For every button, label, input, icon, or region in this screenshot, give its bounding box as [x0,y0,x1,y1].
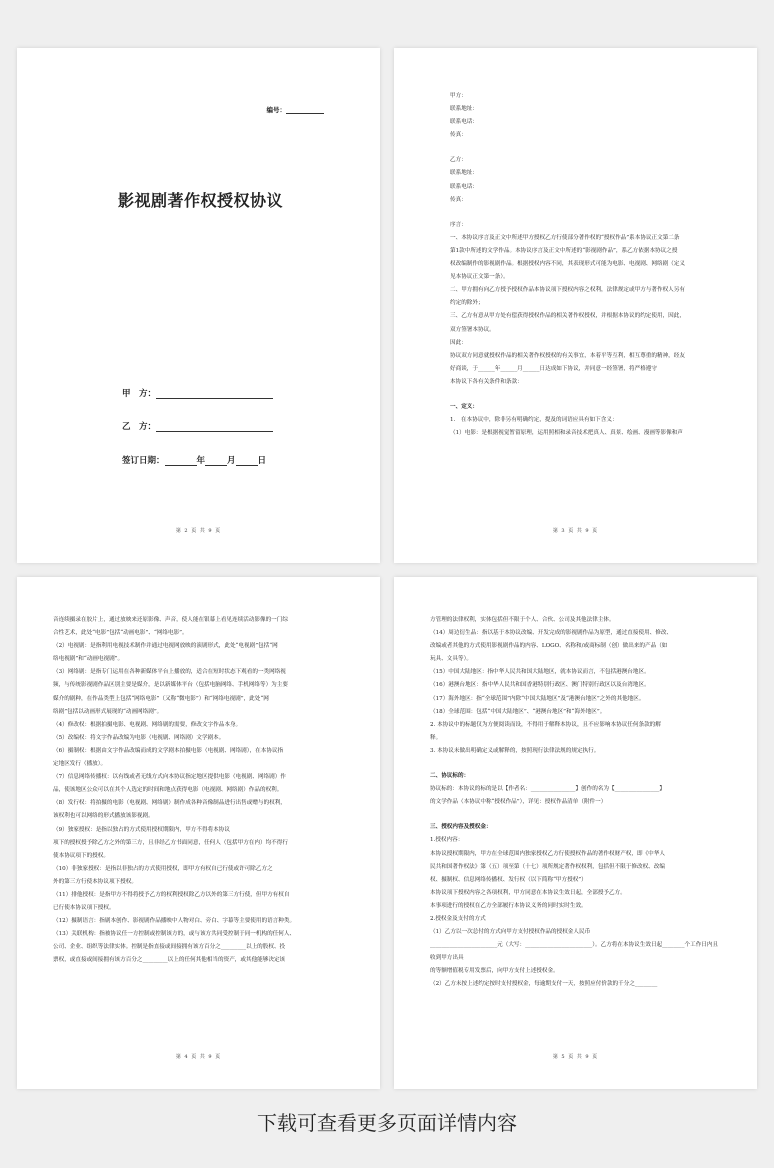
text-line: 品，使该地区公众可以在其个人选定的时间和地点获得电影（电视剧、网络剧）作品的权利。 [53,787,283,794]
text-line: 1.授权内容： [430,837,464,844]
text-line: （2）乙方未按上述约定按时支付授权金，每逾期支付一天，按照应付价款的千分之________ [430,981,658,988]
text-line: 使本协议项下的授权。 [53,852,109,859]
text-line: 甲方： [450,93,467,99]
party-b-row: 乙 方： [122,420,273,432]
contract-number-blank [286,106,324,114]
page-footer: 第 3 页 共 9 页 [552,528,599,534]
section-heading: 二、协议标的： [430,773,470,780]
text-line: 联系电话： [450,119,478,126]
text-line: （18）全球范围：包括“中国大陆地区”、“港澳台地区”和“海外地区”。 [430,708,606,715]
sign-date-row: 签订日期： 年 月 日 [122,456,267,466]
text-line: 释。 [430,734,442,741]
text-line: （9）独家授权：是指以独占的方式使用授权期限内，甲方不得将本协议 [53,826,230,833]
party-a-blank [156,389,273,399]
page-footer: 第 4 页 共 9 页 [175,1054,222,1060]
text-line: 本协议项下授权内容之各项权利，甲方同意在本协议生效日起，全部授予乙方。 [430,889,626,896]
text-line: 联系地址： [450,106,478,113]
text-line: （7）信息网络传播权：以有线或者无线方式向本协议指定地区提供电影（电视剧、网络剧）作 [53,774,286,781]
blank-line [430,809,720,821]
text-line: 见本协议正文第一条）。 [450,274,509,281]
text-line: 媒介的剧种，在作品类型上包括“网络电影”（又称“微电影”）和“网络电视剧”，此处“网 [53,695,269,702]
text-line: 联系地址： [450,170,478,177]
page-cover [17,48,380,563]
party-a-row: 甲 方： [122,387,273,399]
text-line: 公司、企业、组织等法律实体。控制是指直接或间接拥有该方百分之_________以上的股权、投 [53,944,286,951]
section-heading: 三、授权内容及授权金： [430,824,492,831]
party-b-blank [156,422,273,432]
text-line: 传真： [450,132,467,139]
page-3-text [450,90,703,440]
text-line: 2.授权金及支付的方式 [430,915,486,922]
contract-number: 编号： [267,105,325,114]
blank-line [450,207,703,219]
text-line: 的等额增值税专用发票后，向甲方支付上述授权金。 [430,968,559,975]
text-line: 络电视剧”和“动画电视剧”。 [53,656,124,663]
text-line: 2. 本协议中的标题仅为方便阅读而设，不得用于解释本协议，且不应影响本协议任何条款的解 [430,721,661,728]
text-line: 本事项进行的授权在乙方全部履行本协议义务的同时实时生效。 [430,902,587,909]
text-line: 权、摄制权、信息网络传播权、发行权（以下简称“甲方授权”） [430,876,587,883]
text-line: （15）中国大陆地区：指中华人民共和国大陆地区，就本协议而言，不包括港澳台地区。 [430,669,650,676]
text-line: 三、乙方有意从甲方处有偿获得授权作品的相关著作权授权，并根据本协议的约定使用，因此， [450,313,685,320]
text-line: 权改编制作的影视剧作品。根据授权内容不同，其表现形式可能为电影、电视剧、网络剧（定义 [450,261,685,268]
blank-line [450,142,703,154]
text-line: （2）电视剧：是指利用电视技术制作并通过电视网放映的演剧形式，此处“电视剧”包括“网 [53,643,278,650]
text-line: （1）乙方以一次总付的方式向甲方支付授权作品的授权金人民币 [430,929,591,936]
text-line: 一、本协议序言及正文中所述甲方授权乙方行使部分著作权的“授权作品”系本协议正文第二条 [450,234,680,241]
page-5-text [430,614,720,992]
text-line: 乙方： [450,157,467,164]
blank-line [450,389,703,401]
text-line: 约定的除外； [450,300,484,307]
page-footer: 第 5 页 共 9 页 [552,1054,599,1060]
text-line: 本协议授权期限内，甲方在全球范围内独家授权乙方行使授权作品的著作权财产权，即《中华人 [430,850,665,857]
page-footer: 第 2 页 共 9 页 [175,528,222,534]
text-line: 本协议下各有关条件和条款： [450,378,523,385]
text-line: （4）修改权：根据拍摄电影、电视剧、网络剧的需要，修改文字作品本身。 [53,721,242,728]
text-line: 联系电话： [450,183,478,190]
text-line: 票权，或直接或间接拥有该方百分之_________以上的任何其他相当的资产，或其他能够决定该 [53,957,286,964]
text-line: （16）港澳台地区：指中华人民共和国香港特别行政区、澳门特别行政区以及台湾地区。 [430,682,650,689]
text-line: 项下的授权授予除乙方之外的第三方，且非经乙方书面同意，任何人（包括甲方在内）均不得行 [53,839,288,846]
text-line: （8）发行权：将拍摄的电影（电视剧、网络剧）制作成各种音像制品进行出售或赠与的权利， [53,800,286,807]
text-line: （11）排他授权：是指甲方不得将授予乙方的权利授权除乙方以外的第三方行使，但甲方有权自 [53,891,290,898]
text-line: 已行使本协议项下授权。 [53,905,115,912]
text-line: 好商谈，于______年______月______日达成如下协议，并同意一经签署，将严格遵守 [450,365,657,372]
text-line: 协议标的：本协议的标的是以【作者名：________________】创作的名为【________________】 [430,786,665,793]
text-line: 1. 在本协议中，除非另有明确约定，提及的词语应具有如下含义： [450,417,618,424]
page-4 [17,577,380,1089]
text-line: 3. 本协议未做出明确定义或解释的，按照现行法律法规的规定执行。 [430,747,600,754]
text-line: （3）网络剧：是指专门运用在各种新媒体平台上播放的，适合在短时状态下观看的一类网络视 [53,669,286,676]
text-line: （1）电影：是根据视觉暂留原理，运用照相和录音技术把真人、真景、绘画、漫画等影像和声 [450,430,683,437]
text-line: 传真： [450,196,467,203]
download-caption: 下载可查看更多页面详情内容 [257,1111,517,1135]
page-5 [394,577,757,1089]
text-line: （13）关联机构：指被协议任一方控制或控制该方的，或与该方共同受控制于同一机构的任何人、 [53,931,296,938]
text-line: ________________________元（大写：________________________）。乙方将在本协议生效日起________个工作日内且收到甲方出具 [430,942,719,962]
text-line: （17）海外地区：指“全球范围”内除“中国大陆地区”及“港澳台地区”之外的其他地区。 [430,695,645,702]
text-line: 音连续摄录在胶片上，通过放映来还原影像、声音，使人能在银幕上看见连续活动影像的一门综 [53,617,288,623]
page-4-text [53,614,344,968]
text-line: 的文学作品（本协议中称“授权作品”），详见：授权作品清单（附件一） [430,799,607,806]
text-line: （5）改编权：将文字作品改编为电影（电视剧、网络剧）文学剧本。 [53,734,225,741]
page-3 [394,48,757,563]
text-line: （14）周边衍生品：指以基于本协议改编、开发完成的影视剧作品为原型，通过直接使用、修改、 [430,630,673,637]
text-line: 双方签署本协议。 [450,326,495,333]
text-line: 该权利也可以网络的形式播放该影视剧。 [53,813,154,820]
text-line: （12）摄制语言：指剧本创作、影视剧作品播映中人物对白、旁白、字幕等主要使用的语言种类。 [53,918,296,925]
text-line: 频，与传统影视剧作品区别主要是媒介，是以新媒体平台（包括电脑网络、手机网络等）为主要 [53,682,288,689]
text-line: 第1款中所述的文学作品。本协议序言及正文中所述的“影视剧作品”，系乙方依据本协议之授 [450,247,678,254]
text-line: 改编或者其他的方式使用影视剧作品的内容、LOGO、名称和/或商标制（创）做出来的产品（如 [430,643,668,650]
text-line: 外的第三方行使本协议项下授权。 [53,878,137,885]
text-line: 因此： [450,339,467,346]
text-line: （10）非独家授权：是指以非独占的方式使用授权，即甲方有权自已行使或许可除乙方之 [53,865,273,872]
text-line: 玩具、文具等）。 [430,656,472,663]
text-line: 民共和国著作权法》第（五）项至第（十七）项所规定著作权权利，包括但不限于修改权、改编 [430,863,665,870]
text-line: 序言： [450,221,467,228]
text-line: 定地区发行（播放）。 [53,761,107,768]
section-heading: 一、定义： [450,403,478,410]
text-line: 合性艺术，此处“电影”包括“动画电影”、“网络电影”。 [53,630,188,637]
text-line: 二、甲方拥有向乙方授予授权作品本协议项下授权内容之权利，法律规定或甲方与著作权人另有 [450,287,685,294]
blank-line [430,758,720,770]
document-title: 影视剧著作权授权协议 [118,191,284,210]
text-line: 协议双方同意就授权作品的相关著作权授权的有关事宜，本着平等互利，相互尊重的精神，经友 [450,352,685,359]
text-line: 络剧”包括以动画形式展现的“动画网络剧”。 [53,708,163,715]
text-line: 方管理的法律权利，实体包括但不限于个人、合伙、公司及其他法律主体。 [430,617,615,623]
text-line: （6）摄制权：根据由文字作品改编而成的文学剧本拍摄电影（电视剧、网络剧），在本协议指 [53,747,284,754]
